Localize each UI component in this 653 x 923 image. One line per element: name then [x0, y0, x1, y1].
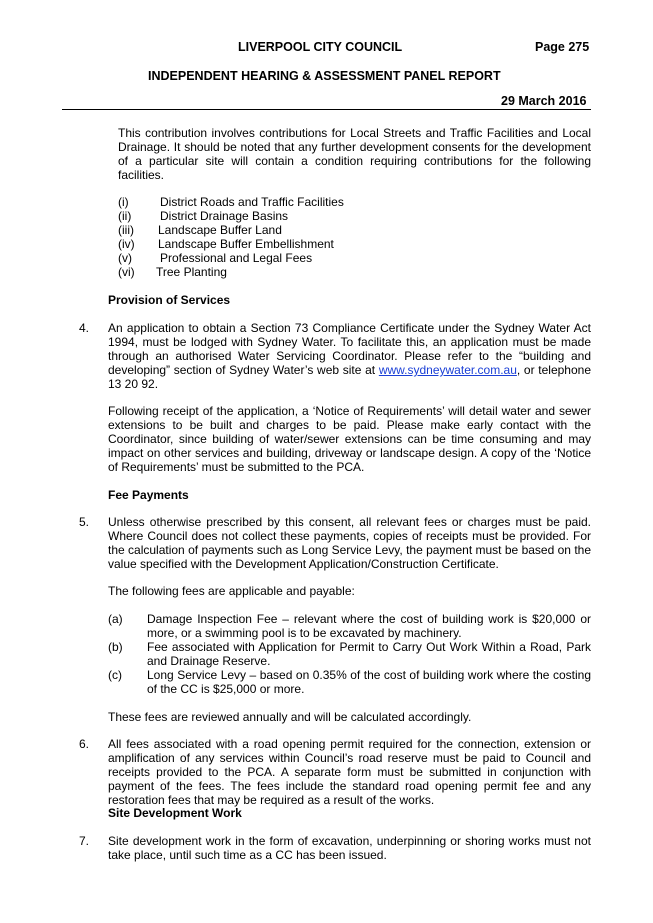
list-label: (v) [118, 251, 132, 265]
site-paragraph: Site development work in the form of excavation, underpinning or shoring works must not take place, until such time as a CC has been issued. [108, 834, 591, 862]
section-heading-services: Provision of Services [108, 293, 231, 307]
fee-item: Fee associated with Application for Permit to Carry Out Work Within a Road, Park and Drainage Reserve. [147, 640, 591, 668]
fee-item: Long Service Levy – based on 0.35% of the cost of building work where the costing of the CC is $25,000 or more. [147, 668, 591, 696]
list-label: (vi) [118, 265, 135, 279]
services-text-end: , or telephone 13 20 92. [108, 363, 592, 391]
fees-paragraph-2: The following fees are applicable and payable: [108, 584, 355, 598]
list-item [118, 265, 227, 279]
list-label: (i) [118, 195, 129, 209]
intro-paragraph: This contribution involves contributions for Local Streets and Traffic Facilities and Local Drainage. It should be noted that any further development consents for the development of a particular site will contain a condition requiring contributions for the following facilities. [118, 126, 591, 182]
road-permit-paragraph: All fees associated with a road opening permit required for the connection, extension or amplification of any services within Council’s road reserve must be paid to Council and receipts provided to the PCA. A separate form must be submitted in conjunction with payment of the fees. The fees include the standard road opening permit fee and any restoration fees that may be required as a result of the works. [108, 737, 591, 807]
fee-label: (a) [108, 612, 123, 626]
list-item [118, 209, 288, 223]
fee-label: (b) [108, 640, 123, 654]
fee-label: (c) [108, 668, 122, 682]
fee-item: Damage Inspection Fee – relevant where the cost of building work is $20,000 or more, or a swimming pool is to be excavated by machinery. [147, 612, 591, 640]
report-date: 29 March 2016 [501, 94, 587, 108]
header-rule [62, 109, 591, 110]
list-label: (iii) [118, 223, 134, 237]
list-text: Tree Planting [156, 265, 227, 279]
list-item [118, 195, 344, 209]
services-paragraph-2: Following receipt of the application, a ‘Notice of Requirements’ will detail water and sewer extensions to be built and charges to be paid. Please make early contact with the Coordinator, since building of water/sewer extensions can be time consuming and may impact on other services and building, driveway or landscape design. A copy of the ‘Notice of Requirements’ must be submitted to the PCA. [108, 404, 591, 474]
fees-paragraph-3: These fees are reviewed annually and will be calculated accordingly. [108, 710, 472, 724]
section-heading-site: Site Development Work [108, 806, 242, 820]
list-item [118, 251, 312, 265]
report-title: INDEPENDENT HEARING & ASSESSMENT PANEL REPORT [148, 69, 501, 83]
item-number: 5. [79, 515, 90, 529]
list-item [118, 237, 334, 251]
item-number: 4. [79, 321, 90, 335]
page-number: Page 275 [535, 40, 590, 54]
item-number: 6. [79, 737, 90, 751]
sydney-water-link[interactable]: www.sydneywater.com.au [378, 363, 517, 377]
list-text: Landscape Buffer Embellishment [158, 237, 334, 251]
council-name: LIVERPOOL CITY COUNCIL [238, 40, 403, 54]
list-item [118, 223, 282, 237]
services-text: An application to obtain a Section 73 Compliance Certificate under the Sydney Water Act 1994, must be lodged with Sydney Water. To facilitate this, an application must be made through an authorised Water Servicing Coordinator. Please refer to the “building and developing” section of Sydney Water’s web site at [108, 321, 591, 377]
list-text: District Roads and Traffic Facilities [160, 195, 344, 209]
list-text: Landscape Buffer Land [158, 223, 282, 237]
list-text: Professional and Legal Fees [160, 251, 313, 265]
item-number: 7. [79, 834, 90, 848]
list-label: (iv) [118, 237, 135, 251]
section-heading-fees: Fee Payments [108, 488, 189, 502]
list-label: (ii) [118, 209, 132, 223]
list-text: District Drainage Basins [160, 209, 289, 223]
fees-paragraph-1: Unless otherwise prescribed by this consent, all relevant fees or charges must be paid. Where Council does not collect these payments, copies of receipts must be provided. For the calculation of payments such as Long Service Levy, the payment must be based on the value specified with the Development Application/Construction Certificate. [108, 515, 591, 571]
services-paragraph-1 [108, 321, 591, 391]
